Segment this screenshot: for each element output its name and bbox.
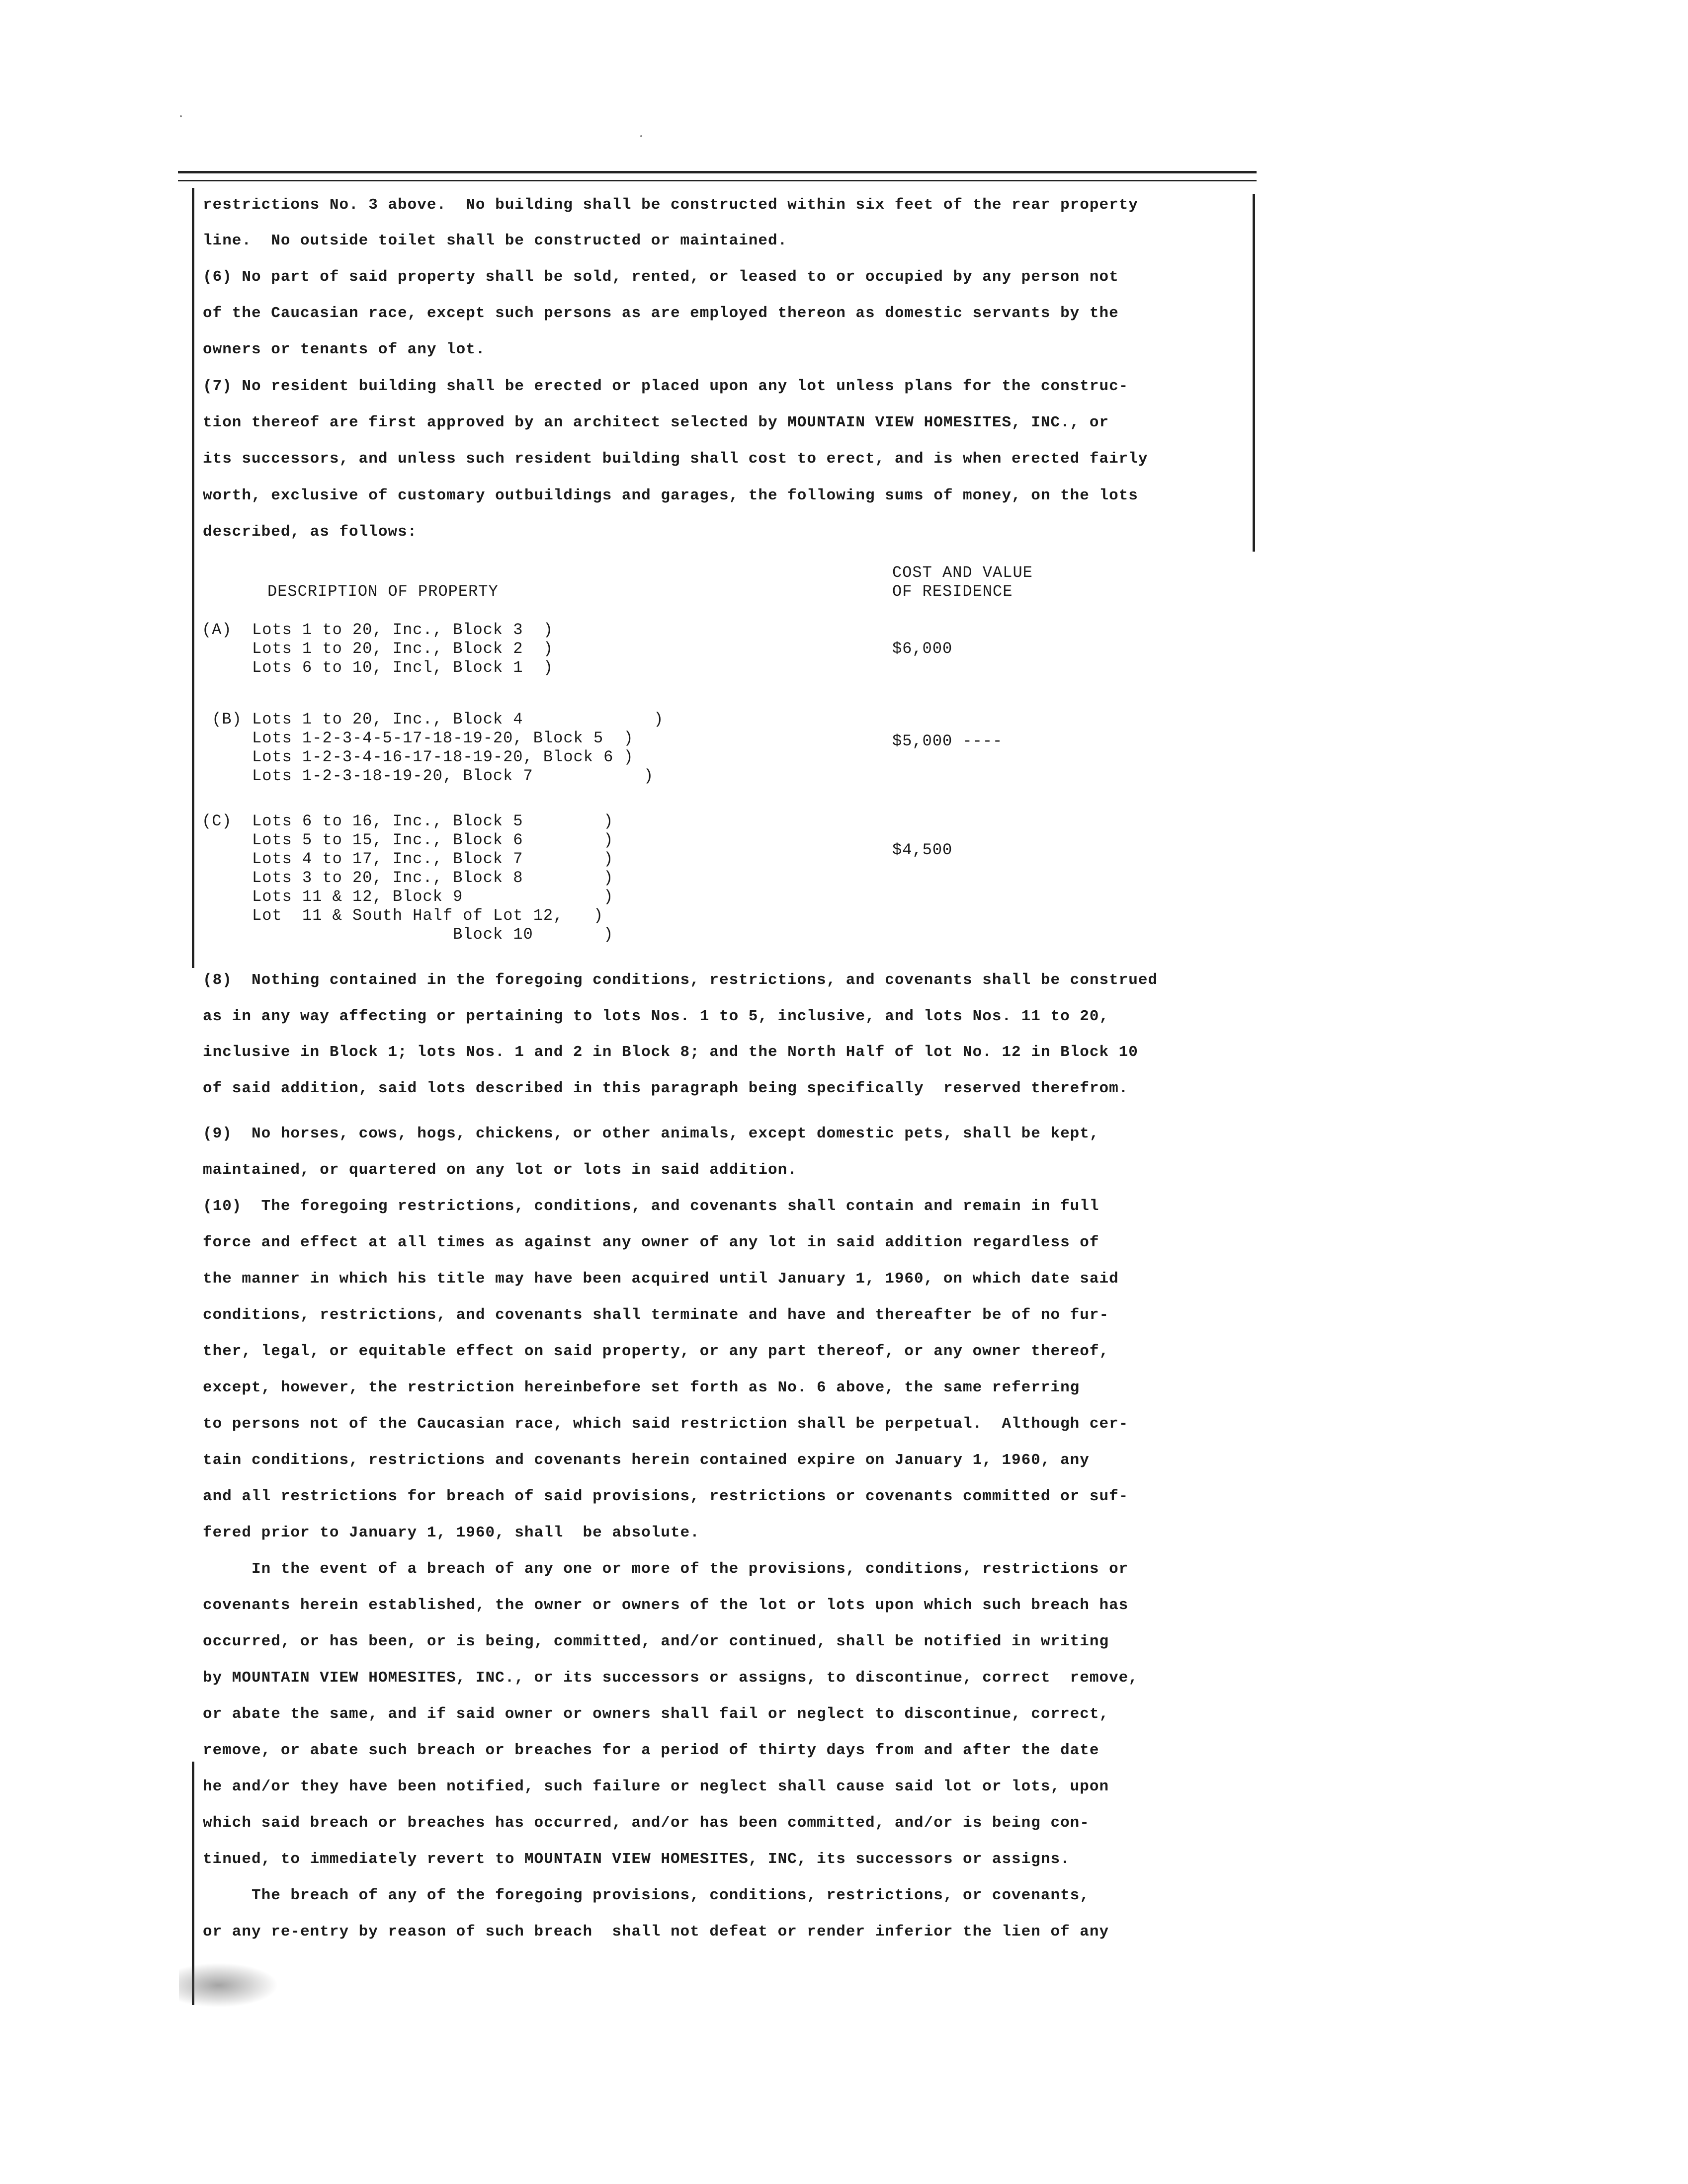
- table-row-c: Lots 11 & 12, Block 9 ): [202, 888, 614, 906]
- cost-value-c: $4,500: [892, 841, 953, 859]
- header-rule-top: [178, 171, 1257, 173]
- body-line: of said addition, said lots described in this paragraph being specifically reserved therefrom.: [203, 1080, 1129, 1097]
- body-line: The breach of any of the foregoing provisions, conditions, restrictions, or covenants,: [203, 1887, 1090, 1904]
- table-row-c: Lots 4 to 17, Inc., Block 7 ): [202, 850, 614, 868]
- table-header-description: DESCRIPTION OF PROPERTY: [267, 582, 499, 601]
- table-row-b: Lots 1-2-3-4-5-17-18-19-20, Block 5 ): [202, 729, 634, 747]
- table-row-a: Lots 1 to 20, Inc., Block 2 ): [202, 640, 554, 658]
- body-line: fered prior to January 1, 1960, shall be absolute.: [203, 1524, 700, 1541]
- body-line: to persons not of the Caucasian race, which said restriction shall be perpetual. Although cer-: [203, 1415, 1129, 1433]
- table-row-c: Lots 3 to 20, Inc., Block 8 ): [202, 869, 614, 887]
- body-line: covenants herein established, the owner or owners of the lot or lots upon which such breach has: [203, 1597, 1129, 1614]
- left-margin-line-top: [192, 188, 194, 968]
- scan-speck: [640, 135, 642, 137]
- scan-smudge: [179, 1963, 278, 2008]
- intro-line: of the Caucasian race, except such persons as are employed thereon as domestic servants by the: [203, 305, 1119, 322]
- table-row-c: Lot 11 & South Half of Lot 12, ): [202, 906, 604, 925]
- table-row-c: (C) Lots 6 to 16, Inc., Block 5 ): [202, 812, 614, 830]
- intro-line: described, as follows:: [203, 523, 418, 541]
- body-line: or abate the same, and if said owner or owners shall fail or neglect to discontinue, correct,: [203, 1705, 1109, 1723]
- body-line: the manner in which his title may have been acquired until January 1, 1960, on which date said: [203, 1270, 1119, 1288]
- table-row-a: (A) Lots 1 to 20, Inc., Block 3 ): [202, 621, 554, 639]
- table-row-b: Lots 1-2-3-18-19-20, Block 7 ): [202, 767, 654, 785]
- intro-line: worth, exclusive of customary outbuildings and garages, the following sums of money, on the lots: [203, 487, 1138, 504]
- body-line: occurred, or has been, or is being, committed, and/or continued, shall be notified in writing: [203, 1633, 1109, 1650]
- body-line: which said breach or breaches has occurred, and/or has been committed, and/or is being con-: [203, 1814, 1090, 1832]
- body-line: tinued, to immediately revert to MOUNTAIN VIEW HOMESITES, INC, its successors or assigns.: [203, 1851, 1070, 1868]
- body-line: by MOUNTAIN VIEW HOMESITES, INC., or its successors or assigns, to discontinue, correct remove,: [203, 1669, 1138, 1687]
- table-row-a: Lots 6 to 10, Incl, Block 1 ): [202, 658, 554, 677]
- intro-line: its successors, and unless such resident building shall cost to erect, and is when erected fairly: [203, 450, 1148, 468]
- table-header-cost: COST AND VALUE: [892, 564, 1033, 582]
- body-line: or any re-entry by reason of such breach shall not defeat or render inferior the lien of any: [203, 1923, 1109, 1941]
- body-line: (9) No horses, cows, hogs, chickens, or other animals, except domestic pets, shall be kept,: [203, 1125, 1099, 1142]
- body-line: as in any way affecting or pertaining to lots Nos. 1 to 5, inclusive, and lots Nos. 11 to 20,: [203, 1008, 1109, 1025]
- cost-dash-b: ----: [962, 732, 1003, 750]
- intro-line: line. No outside toilet shall be constructed or maintained.: [203, 232, 788, 249]
- header-rule-bottom: [178, 180, 1257, 181]
- cost-value-a: $6,000: [892, 640, 953, 658]
- body-line: remove, or abate such breach or breaches for a period of thirty days from and after the date: [203, 1742, 1099, 1759]
- body-line: ther, legal, or equitable effect on said property, or any part thereof, or any owner thereof,: [203, 1343, 1109, 1360]
- table-row-b: Lots 1-2-3-4-16-17-18-19-20, Block 6 ): [202, 748, 634, 766]
- body-line: conditions, restrictions, and covenants shall terminate and have and thereafter be of no fur-: [203, 1306, 1109, 1324]
- body-line: and all restrictions for breach of said provisions, restrictions or covenants committed or suf-: [203, 1488, 1129, 1505]
- right-margin-line: [1253, 194, 1255, 552]
- table-header-residence: OF RESIDENCE: [892, 582, 1013, 601]
- intro-line: restrictions No. 3 above. No building shall be constructed within six feet of the rear property: [203, 196, 1138, 214]
- body-line: except, however, the restriction hereinbefore set forth as No. 6 above, the same referring: [203, 1379, 1080, 1396]
- body-line: tain conditions, restrictions and covenants herein contained expire on January 1, 1960, any: [203, 1452, 1090, 1469]
- body-line: inclusive in Block 1; lots Nos. 1 and 2 in Block 8; and the North Half of lot No. 12 in Block 10: [203, 1044, 1138, 1061]
- table-row-c: Block 10 ): [202, 925, 614, 944]
- table-row-c: Lots 5 to 15, Inc., Block 6 ): [202, 831, 614, 849]
- body-line: (10) The foregoing restrictions, conditions, and covenants shall contain and remain in full: [203, 1198, 1099, 1215]
- intro-line: (7) No resident building shall be erected or placed upon any lot unless plans for the construc-: [203, 378, 1129, 395]
- body-line: (8) Nothing contained in the foregoing conditions, restrictions, and covenants shall be construed: [203, 971, 1158, 989]
- body-line: force and effect at all times as against any owner of any lot in said addition regardless of: [203, 1234, 1099, 1251]
- intro-line: owners or tenants of any lot.: [203, 341, 486, 358]
- intro-line: tion thereof are first approved by an architect selected by MOUNTAIN VIEW HOMESITES, INC., or: [203, 414, 1109, 431]
- intro-line: (6) No part of said property shall be sold, rented, or leased to or occupied by any person not: [203, 268, 1119, 286]
- cost-value-b: [892, 732, 1003, 750]
- body-line: In the event of a breach of any one or more of the provisions, conditions, restrictions or: [203, 1560, 1129, 1578]
- body-line: he and/or they have been notified, such failure or neglect shall cause said lot or lots, upon: [203, 1778, 1109, 1795]
- cost-amount-b: $5,000: [892, 732, 953, 750]
- table-row-b: (B) Lots 1 to 20, Inc., Block 4 ): [202, 710, 664, 728]
- body-line: maintained, or quartered on any lot or lots in said addition.: [203, 1161, 797, 1179]
- scan-speck: [180, 115, 182, 117]
